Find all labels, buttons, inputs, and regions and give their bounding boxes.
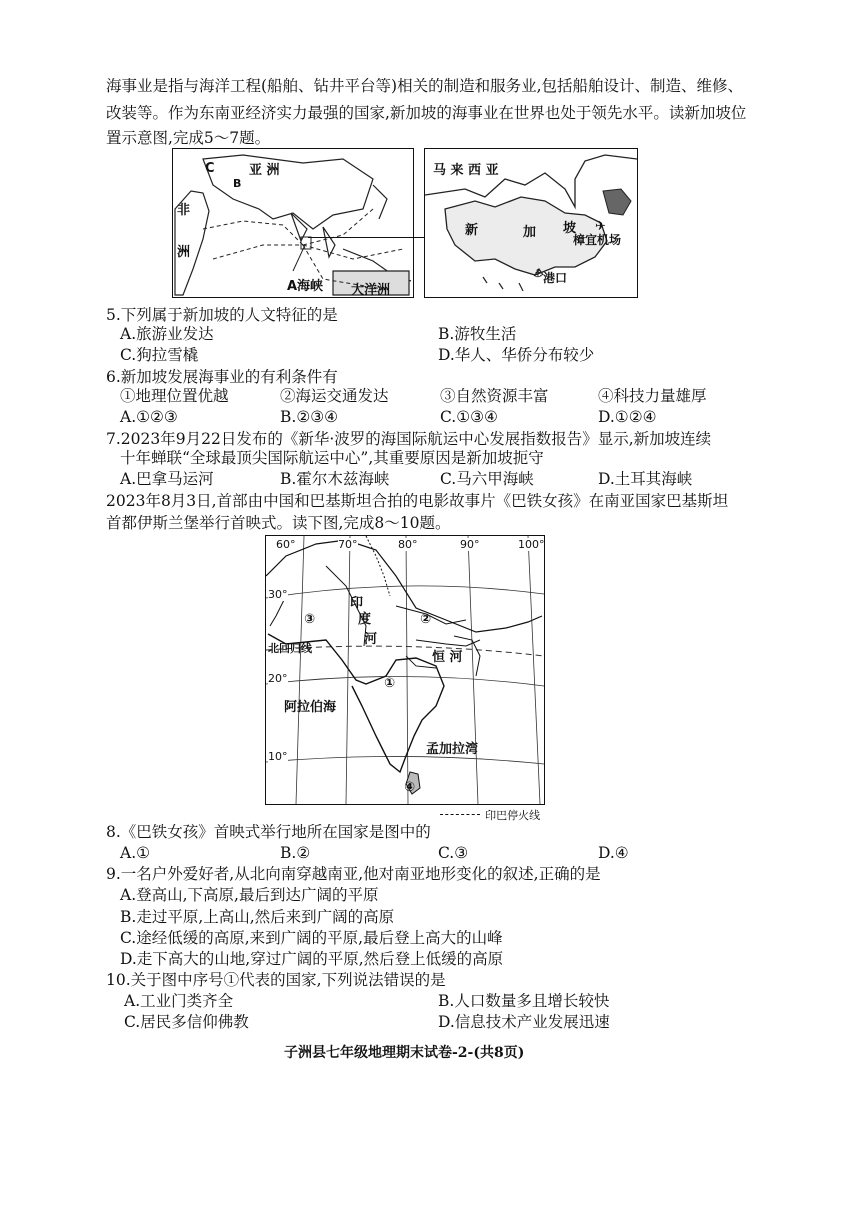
map3-lon-80: 80°	[398, 538, 418, 551]
port-icon: ⚓	[533, 267, 543, 280]
map3-lat-30: 30°	[268, 588, 288, 601]
q6-option-a: A.①②③	[120, 408, 178, 426]
q7-option-a: A.巴拿马运河	[120, 470, 214, 488]
q9-option-a: A.登高山,下高原,最后到达广阔的平原	[120, 886, 379, 904]
intro2-line-2: 首都伊斯兰堡举行首映式。读下图,完成8～10题。	[106, 514, 451, 532]
map1-label-asia: 亚 洲	[249, 163, 280, 178]
map3-label-yin: 印	[350, 596, 364, 611]
map2-label-singapore-po: 坡	[563, 221, 577, 236]
q10-option-b: B.人口数量多且增长较快	[438, 992, 610, 1010]
map3-label-he: 河	[364, 632, 378, 647]
q8-option-a: A.①	[120, 844, 151, 862]
q6-item-2: ②海运交通发达	[280, 387, 389, 405]
q7-stem-line-1: 7.2023年9月22日发布的《新华·波罗的海国际航运中心发展指数报告》显示,新加坡连续	[106, 430, 712, 448]
map3-label-ganges: 恒 河	[432, 650, 463, 665]
map1-label-strait-a: A海峡	[287, 279, 324, 294]
intro1-line-1: 海事业是指与海洋工程(船舶、钻井平台等)相关的制造和服务业,包括船舶设计、制造、维修、	[106, 77, 744, 95]
q6-option-d: D.①②④	[598, 408, 657, 426]
q5-option-d: D.华人、华侨分布较少	[438, 346, 595, 364]
map3-legend	[440, 804, 540, 823]
q10-option-a: A.工业门类齐全	[124, 992, 234, 1010]
map3-lon-60: 60°	[276, 538, 296, 551]
map3-label-n1: ①	[384, 676, 396, 691]
q5-option-a: A.旅游业发达	[120, 325, 214, 343]
q8-option-c: C.③	[438, 844, 469, 862]
map2-label-port: 港口	[543, 271, 568, 285]
map2-label-malaysia: 马 来 西 亚	[433, 163, 499, 178]
map3-label-tropic: 北回归线	[268, 642, 312, 655]
q9-option-b: B.走过平原,上高山,然后来到广阔的高原	[120, 908, 395, 926]
map2-label-singapore-xin: 新	[465, 223, 479, 238]
map3-lon-90: 90°	[460, 538, 480, 551]
q10-option-d: D.信息技术产业发展迅速	[438, 1013, 610, 1031]
map1-label-africa-2: 洲	[177, 245, 191, 260]
q5-stem: 5.下列属于新加坡的人文特征的是	[106, 306, 338, 324]
q6-option-b: B.②③④	[280, 408, 339, 426]
map3-label-n4: ④	[404, 780, 416, 795]
asia-location-map	[172, 148, 414, 298]
q10-option-c: C.居民多信仰佛教	[124, 1013, 249, 1031]
map2-label-airport: 樟宜机场	[573, 233, 622, 247]
map1-label-africa-1: 非	[177, 203, 191, 218]
map1-label-b: B	[233, 177, 242, 190]
q7-stem-line-2: 十年蝉联“全球最顶尖国际航运中心”,其重要原因是新加坡扼守	[120, 449, 544, 467]
q6-item-1: ①地理位置优越	[120, 387, 229, 405]
q6-option-c: C.①③④	[440, 408, 498, 426]
map3-label-bengal: 孟加拉湾	[426, 742, 479, 757]
map3-lat-20: 20°	[268, 672, 288, 685]
q7-option-b: B.霍尔木兹海峡	[280, 470, 390, 488]
singapore-map	[424, 148, 638, 298]
map1-label-oceania: 大洋洲	[351, 283, 391, 298]
q9-option-c: C.途经低缓的高原,来到广阔的平原,最后登上高大的山峰	[120, 929, 503, 947]
q7-option-d: D.土耳其海峡	[598, 470, 693, 488]
q9-stem: 9.一名户外爱好者,从北向南穿越南亚,他对南亚地形变化的叙述,正确的是	[106, 865, 601, 883]
map3-legend-label: 印巴停火线	[485, 809, 541, 822]
q6-item-4: ④科技力量雄厚	[598, 387, 707, 405]
map3-lon-100: 100°	[518, 538, 545, 551]
map3-lon-70: 70°	[338, 538, 358, 551]
intro1-line-2: 改装等。作为东南亚经济实力最强的国家,新加坡的海事业在世界也处于领先水平。读新加坡位	[106, 104, 747, 122]
map3-label-n2: ②	[420, 612, 432, 627]
intro2-line-1: 2023年8月3日,首部由中国和巴基斯坦合拍的电影故事片《巴铁女孩》在南亚国家巴基斯坦	[106, 492, 729, 510]
q5-option-c: C.狗拉雪橇	[120, 346, 199, 364]
q8-stem: 8.《巴铁女孩》首映式举行地所在国家是图中的	[106, 823, 431, 841]
ceasefire-line-icon	[440, 814, 480, 815]
q9-option-d: D.走下高大的山地,穿过广阔的平原,然后登上低缓的高原	[120, 950, 504, 968]
south-asia-map-drawing	[266, 536, 544, 804]
intro1-line-3: 置示意图,完成5～7题。	[106, 129, 271, 147]
q8-option-d: D.④	[598, 844, 629, 862]
map3-label-du: 度	[358, 612, 372, 627]
map-connector-line	[308, 237, 424, 238]
map3-lat-10: 10°	[268, 750, 288, 763]
q6-item-3: ③自然资源丰富	[440, 387, 549, 405]
q8-option-b: B.②	[280, 844, 311, 862]
south-asia-map	[265, 535, 545, 805]
map3-label-arabian: 阿拉伯海	[284, 700, 337, 715]
map2-label-singapore-jia: 加	[523, 225, 537, 240]
q7-option-c: C.马六甲海峡	[440, 470, 534, 488]
airport-icon: ✈	[595, 219, 606, 234]
page-footer: 子洲县七年级地理期末试卷-2-(共8页)	[284, 1045, 525, 1061]
map3-label-n3: ③	[304, 612, 316, 627]
q10-stem: 10.关于图中序号①代表的国家,下列说法错误的是	[106, 971, 446, 989]
map1-label-c: C	[205, 161, 215, 176]
q6-stem: 6.新加坡发展海事业的有利条件有	[106, 368, 338, 386]
q5-option-b: B.游牧生活	[438, 325, 517, 343]
